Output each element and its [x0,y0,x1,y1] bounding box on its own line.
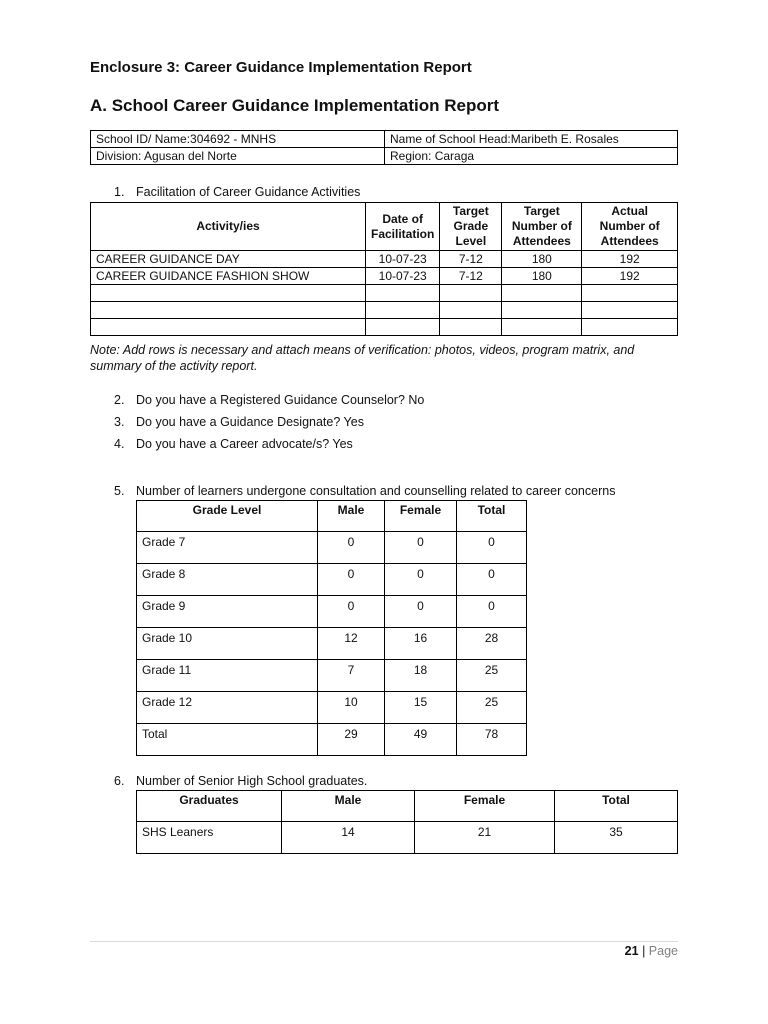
question-4-text: Do you have a Career advocate/s? Yes [136,437,353,451]
learners-header-male: Male [318,501,385,532]
table-row [137,660,527,692]
section-title: A. School Career Guidance Implementation Report [90,96,500,115]
male-count: 0 [318,564,385,596]
activity-target: 180 [502,251,582,268]
activity-actual: 192 [582,268,678,285]
grade-level: Grade 10 [137,628,318,660]
total-count: 25 [457,692,527,724]
graduates-header-female: Female [415,791,555,822]
item-6-number: 6. [114,774,125,788]
female-count: 15 [385,692,457,724]
female-count: 49 [385,724,457,756]
graduates-header-graduates: Graduates [137,791,282,822]
page-label: Page [648,944,678,958]
question-2-text: Do you have a Registered Guidance Counselor? No [136,393,425,407]
grade-level: Grade 11 [137,660,318,692]
page-separator: | [642,944,646,958]
table-row [137,596,527,628]
activity-grade: 7-12 [440,268,502,285]
table-row [91,268,678,285]
grade-level: Grade 12 [137,692,318,724]
female-count: 0 [385,596,457,628]
item-5 [114,484,615,498]
male-count: 14 [282,822,415,854]
activity-actual: 192 [582,251,678,268]
question-2 [114,393,424,407]
learners-header-female: Female [385,501,457,532]
total-count: 0 [457,532,527,564]
female-count: 0 [385,564,457,596]
item-6 [114,774,367,788]
total-count: 28 [457,628,527,660]
female-count: 18 [385,660,457,692]
activities-header-activity: Activity/ies [91,203,366,251]
question-2-number: 2. [114,393,125,407]
male-count: 12 [318,628,385,660]
region: Region: Caraga [385,148,678,165]
question-3-number: 3. [114,415,125,429]
female-count: 21 [415,822,555,854]
female-count: 16 [385,628,457,660]
total-count: 0 [457,564,527,596]
total-count: 25 [457,660,527,692]
page-number: 21 [624,944,639,958]
male-count: 29 [318,724,385,756]
activity-date: 10-07-23 [366,251,440,268]
graduates-table [136,790,678,854]
activity-name: CAREER GUIDANCE FASHION SHOW [91,268,366,285]
activities-table [90,202,678,336]
question-4-number: 4. [114,437,125,451]
graduates-header-male: Male [282,791,415,822]
question-3-text: Do you have a Guidance Designate? Yes [136,415,364,429]
page-footer [625,944,678,958]
male-count: 0 [318,596,385,628]
school-id-name: School ID/ Name:304692 - MNHS [91,131,385,148]
grade-level: Grade 7 [137,532,318,564]
activity-name: CAREER GUIDANCE DAY [91,251,366,268]
male-count: 10 [318,692,385,724]
total-count: 0 [457,596,527,628]
empty-row [91,319,678,336]
learners-header-grade: Grade Level [137,501,318,532]
empty-row [91,285,678,302]
learners-table [136,500,527,756]
school-head: Name of School Head:Maribeth E. Rosales [385,131,678,148]
table-row [137,692,527,724]
male-count: 0 [318,532,385,564]
grade-level: Total [137,724,318,756]
table-row [137,532,527,564]
note: Note: Add rows is necessary and attach means of verification: photos, videos, program matrix, and summary of the activity report. [90,343,635,373]
item-5-text: Number of learners undergone consultation and counselling related to career concerns [136,484,616,498]
question-3 [114,415,364,429]
male-count: 7 [318,660,385,692]
item-5-number: 5. [114,484,125,498]
table-row [137,822,678,854]
learners-header-total: Total [457,501,527,532]
total-count: 35 [555,822,678,854]
grade-level: Grade 8 [137,564,318,596]
division: Division: Agusan del Norte [91,148,385,165]
graduates-label: SHS Leaners [137,822,282,854]
item-1-text: Facilitation of Career Guidance Activities [136,185,361,199]
table-row [137,628,527,660]
grade-level: Grade 9 [137,596,318,628]
footer-divider [90,941,678,942]
item-1-number: 1. [114,185,125,199]
enclosure-title: Enclosure 3: Career Guidance Implementation Report [90,59,472,76]
activity-grade: 7-12 [440,251,502,268]
item-6-text: Number of Senior High School graduates. [136,774,368,788]
activities-header-actual: Actual Number of Attendees [582,203,678,251]
total-count: 78 [457,724,527,756]
empty-row [91,302,678,319]
female-count: 0 [385,532,457,564]
activities-header-date: Date of Facilitation [366,203,440,251]
activity-target: 180 [502,268,582,285]
table-row [137,564,527,596]
table-row [91,251,678,268]
activities-header-target: Target Number of Attendees [502,203,582,251]
graduates-header-total: Total [555,791,678,822]
item-1 [114,185,360,199]
table-row-total [137,724,527,756]
activities-header-grade: Target Grade Level [440,203,502,251]
school-info-table [90,130,678,165]
activity-date: 10-07-23 [366,268,440,285]
question-4 [114,437,353,451]
